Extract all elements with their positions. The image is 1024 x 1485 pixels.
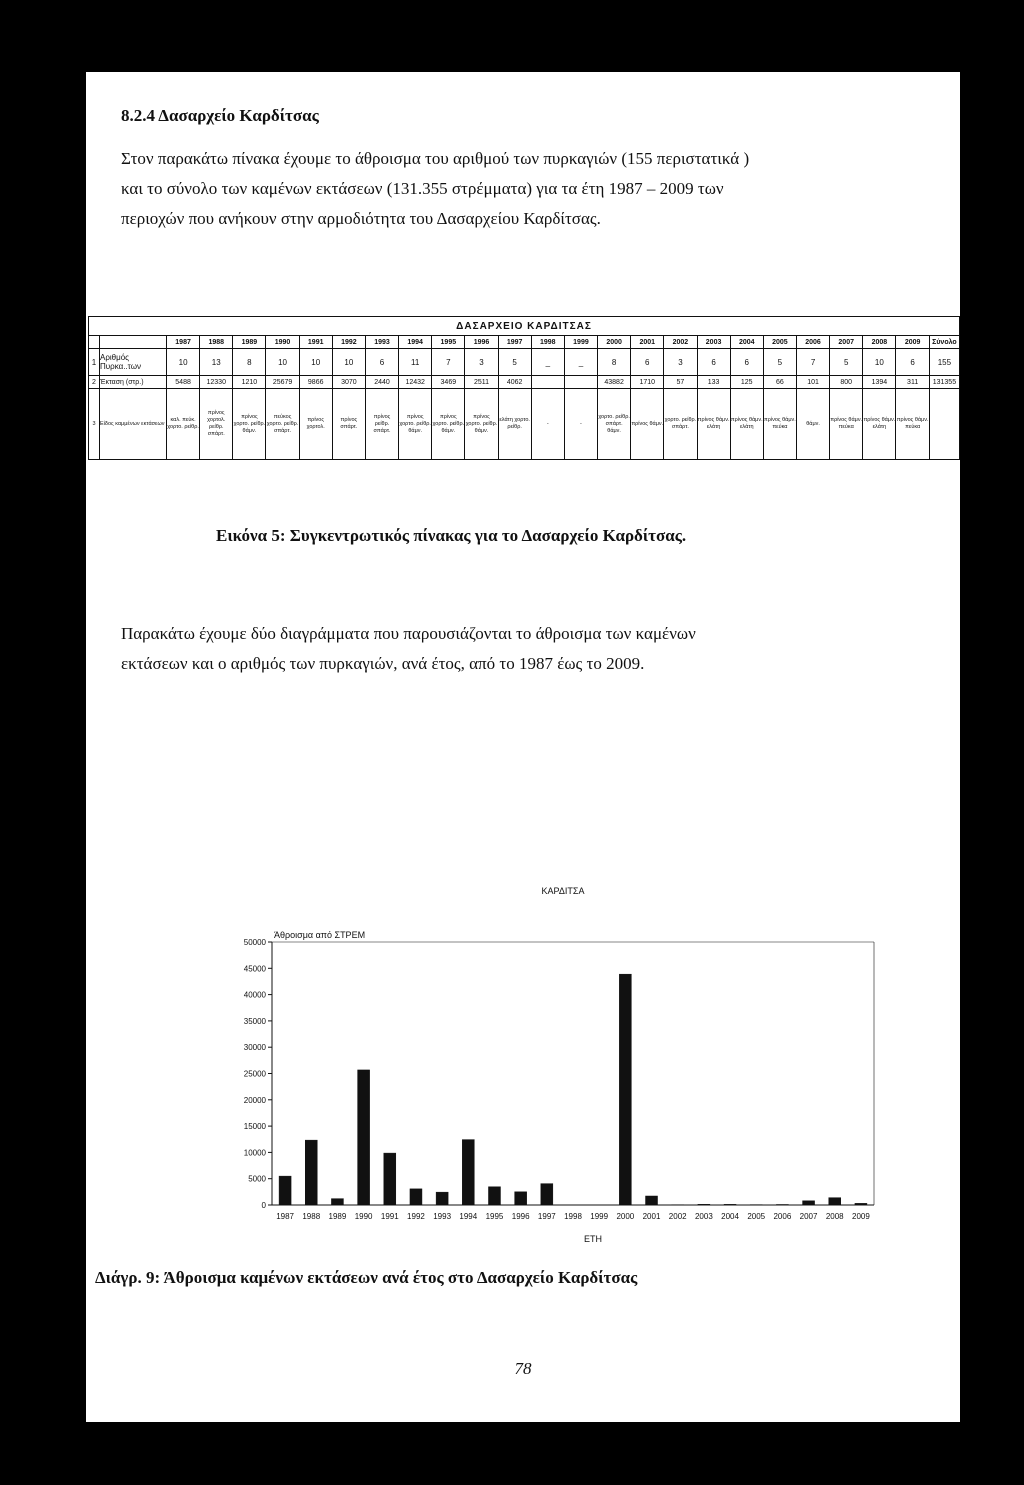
- x-tick-label: 2008: [825, 1212, 844, 1221]
- section-heading: 8.2.4 Δασαρχείο Καρδίτσας: [121, 106, 319, 125]
- table-cell: 311: [896, 376, 929, 389]
- table-cell: πρίνος χορτολ.: [299, 389, 332, 460]
- table-cell: 11: [399, 349, 432, 376]
- year-header: 1999: [564, 336, 597, 349]
- x-tick-label: 2005: [747, 1212, 766, 1221]
- bar-2009: [855, 1203, 867, 1205]
- bar-2005: [750, 1205, 762, 1206]
- bar-2000: [619, 974, 631, 1205]
- bar-1989: [331, 1199, 343, 1205]
- figure-caption: Εικόνα 5: Συγκεντρωτικός πίνακας για το Δασαρχείο Καρδίτσας.: [216, 526, 687, 545]
- row-label: Είδος καμμένων εκτάσεων: [100, 389, 167, 460]
- row-label: Έκταση (στρ.): [100, 376, 167, 389]
- table-cell: πρίνος σπάρτ.: [332, 389, 365, 460]
- table-cell: πεύκος χορτο. ρείθρ. σπάρτ.: [266, 389, 299, 460]
- bar-chart: [146, 802, 886, 1252]
- table-cell: _: [531, 349, 564, 376]
- bar-1997: [541, 1184, 553, 1205]
- total-cell: 131355: [929, 376, 959, 389]
- x-axis-label: ΕΤΗ: [584, 1234, 602, 1244]
- x-tick-label: 1995: [485, 1212, 504, 1221]
- x-tick-label: 2004: [721, 1212, 739, 1221]
- year-header: 2000: [598, 336, 631, 349]
- table-cell: 66: [763, 376, 796, 389]
- table-cell: 10: [299, 349, 332, 376]
- table-cell: καλ. πεύκ. χορτο. ρείθρ.: [167, 389, 200, 460]
- x-tick-label: 1994: [459, 1212, 478, 1221]
- bar-1993: [436, 1192, 448, 1205]
- year-header: 1995: [432, 336, 465, 349]
- x-tick-label: 1999: [590, 1212, 609, 1221]
- x-tick-label: 1997: [537, 1212, 556, 1221]
- row-number: 3: [89, 389, 100, 460]
- table-cell: χορτο. ρείθρ. σπάρτ. θάμν.: [598, 389, 631, 460]
- table-cell: 57: [664, 376, 697, 389]
- chart-legend: Άθροισμα από ΣΤΡΕΜ: [274, 930, 366, 940]
- x-tick-label: 1992: [407, 1212, 425, 1221]
- bar-1987: [279, 1176, 291, 1205]
- year-header: 2007: [830, 336, 863, 349]
- bar-2007: [803, 1201, 815, 1205]
- table-cell: 6: [697, 349, 730, 376]
- intro-line: Στον παρακάτω πίνακα έχουμε το άθροισμα του αριθμού των πυρκαγιών (155 περιστατικά ): [121, 149, 750, 168]
- year-header: 2006: [796, 336, 829, 349]
- table-cell: 2440: [365, 376, 398, 389]
- y-tick-label: 35000: [243, 1016, 266, 1026]
- row-number: 2: [89, 376, 100, 389]
- year-header: 1997: [498, 336, 531, 349]
- bar-1995: [488, 1187, 500, 1205]
- table-cell: 10: [167, 349, 200, 376]
- table-cell: πρίνος θάμν. ελάτη: [730, 389, 763, 460]
- table-cell: 13: [200, 349, 233, 376]
- table-row: [89, 376, 960, 389]
- table-cell: 12330: [200, 376, 233, 389]
- table-cell: 800: [830, 376, 863, 389]
- total-header: Σύνολο: [929, 336, 959, 349]
- x-tick-label: 1991: [380, 1212, 399, 1221]
- y-tick-label: 10000: [243, 1148, 266, 1158]
- x-tick-label: 2007: [799, 1212, 818, 1221]
- table-row: [89, 389, 960, 460]
- intro-line: και το σύνολο των καμένων εκτάσεων (131.355 στρέμματα) για τα έτη 1987 – 2009 των: [121, 179, 724, 198]
- table-cell: 125: [730, 376, 763, 389]
- table-cell: 4062: [498, 376, 531, 389]
- table-cell: 1394: [863, 376, 896, 389]
- table-cell: 6: [730, 349, 763, 376]
- bar-1992: [410, 1189, 422, 1205]
- paragraph-line: Παρακάτω έχουμε δύο διαγράμματα που παρουσιάζονται το άθροισμα των καμένων: [121, 624, 696, 643]
- table-cell: _: [564, 349, 597, 376]
- table-cell: 43882: [598, 376, 631, 389]
- year-header: 1998: [531, 336, 564, 349]
- x-tick-label: 2009: [852, 1212, 870, 1221]
- year-header: 2001: [631, 336, 664, 349]
- summary-table: [88, 316, 960, 484]
- second-paragraph: [121, 619, 925, 679]
- table-cell: 6: [365, 349, 398, 376]
- table-cell: πρίνος θάμν.: [631, 389, 664, 460]
- row-number: 1: [89, 349, 100, 376]
- bar-2002: [672, 1205, 684, 1206]
- paragraph-line: εκτάσεων και ο αριθμός των πυρκαγιών, ανά έτος, από το 1987 έως το 2009.: [121, 654, 645, 673]
- x-tick-label: 2000: [616, 1212, 635, 1221]
- table-cell: 25679: [266, 376, 299, 389]
- table-cell: 3070: [332, 376, 365, 389]
- table-cell: 10: [332, 349, 365, 376]
- table-cell: πρίνος θάμν. πεύκα: [896, 389, 929, 460]
- y-tick-label: 5000: [248, 1174, 266, 1184]
- table-cell: [531, 376, 564, 389]
- table-cell: [564, 376, 597, 389]
- table-cell: πρίνος χορτο. ρείθρ. θάμν.: [465, 389, 498, 460]
- bar-1990: [358, 1070, 370, 1205]
- bar-1988: [305, 1140, 317, 1205]
- year-header: 2005: [763, 336, 796, 349]
- table-cell: 8: [233, 349, 266, 376]
- table-cell: θάμν.: [796, 389, 829, 460]
- table-cell: 12432: [399, 376, 432, 389]
- y-tick-label: 30000: [243, 1043, 266, 1053]
- year-header: 1991: [299, 336, 332, 349]
- chart-caption: Διάγρ. 9: Άθροισμα καμένων εκτάσεων ανά έτος στο Δασαρχείο Καρδίτσας: [95, 1268, 638, 1287]
- year-header: 2002: [664, 336, 697, 349]
- year-header: 2004: [730, 336, 763, 349]
- table-cell: 101: [796, 376, 829, 389]
- y-tick-label: 0: [261, 1201, 266, 1210]
- y-tick-label: 45000: [243, 964, 266, 974]
- table-cell: 3: [465, 349, 498, 376]
- table-cell: χορτο. ρείθρ. σπάρτ.: [664, 389, 697, 460]
- table-row: [89, 349, 960, 376]
- table-cell: πρίνος θάμν. ελάτη: [697, 389, 730, 460]
- table-cell: 5: [763, 349, 796, 376]
- x-tick-label: 1998: [564, 1212, 582, 1221]
- y-tick-label: 40000: [243, 990, 266, 1000]
- x-tick-label: 1990: [354, 1212, 373, 1221]
- total-cell: 155: [929, 349, 959, 376]
- x-tick-label: 1993: [433, 1212, 452, 1221]
- table-cell: 9866: [299, 376, 332, 389]
- table-cell: πρίνος χορτολ. ρείθρ. σπάρτ.: [200, 389, 233, 460]
- bar-2001: [646, 1196, 658, 1205]
- table-cell: 7: [432, 349, 465, 376]
- table-cell: 10: [266, 349, 299, 376]
- y-tick-label: 20000: [243, 1095, 266, 1105]
- table-cell: 5488: [167, 376, 200, 389]
- table-cell: 3469: [432, 376, 465, 389]
- year-header: 1994: [399, 336, 432, 349]
- intro-paragraph: [121, 144, 925, 234]
- bar-2006: [776, 1204, 788, 1205]
- x-tick-label: 1987: [276, 1212, 294, 1221]
- bar-1991: [384, 1153, 396, 1205]
- table-header-row: [89, 336, 960, 349]
- y-tick-label: 25000: [243, 1069, 266, 1079]
- table-cell: πρίνος θάμν. πεύκα: [830, 389, 863, 460]
- total-cell: [929, 389, 959, 460]
- x-tick-label: 2002: [668, 1212, 687, 1221]
- bar-2008: [829, 1198, 841, 1205]
- year-header: 1990: [266, 336, 299, 349]
- year-header: 1987: [167, 336, 200, 349]
- table-cell: 5: [498, 349, 531, 376]
- x-tick-label: 2001: [642, 1212, 661, 1221]
- table-cell: 3: [664, 349, 697, 376]
- table-cell: πρίνος χορτο. ρείθρ. θάμν.: [432, 389, 465, 460]
- year-header: 2003: [697, 336, 730, 349]
- table-cell: ελάτη χορτο. ρείθρ.: [498, 389, 531, 460]
- x-tick-label: 2006: [773, 1212, 792, 1221]
- table-cell: 6: [896, 349, 929, 376]
- table-cell: 7: [796, 349, 829, 376]
- year-header: 1989: [233, 336, 266, 349]
- y-tick-label: 50000: [243, 938, 266, 947]
- table-cell: πρίνος θάμν. ελάτη: [863, 389, 896, 460]
- table-cell: -: [564, 389, 597, 460]
- table-cell: 2511: [465, 376, 498, 389]
- table-cell: πρίνος ρείθρ. σπάρτ.: [365, 389, 398, 460]
- year-header: 2008: [863, 336, 896, 349]
- bar-1994: [462, 1140, 474, 1205]
- table-cell: πρίνος χορτο. ρείθρ. θάμν.: [399, 389, 432, 460]
- intro-line: περιοχών που ανήκουν στην αρμοδιότητα του Δασαρχείου Καρδίτσας.: [121, 209, 601, 228]
- year-header: 1993: [365, 336, 398, 349]
- table-cell: 1210: [233, 376, 266, 389]
- table-title: ΔΑΣΑΡΧΕΙΟ ΚΑΡΔΙΤΣΑΣ: [89, 317, 960, 336]
- y-tick-label: 15000: [243, 1122, 266, 1132]
- table-cell: 133: [697, 376, 730, 389]
- bar-2004: [724, 1204, 736, 1205]
- page-number: 78: [514, 1359, 532, 1378]
- x-tick-label: 2003: [694, 1212, 713, 1221]
- document-page: [86, 72, 960, 1422]
- x-tick-label: 1988: [302, 1212, 321, 1221]
- table-cell: 8: [598, 349, 631, 376]
- bar-1996: [515, 1192, 527, 1205]
- table-cell: πρίνος χορτο. ρείθρ. θάμν.: [233, 389, 266, 460]
- year-header: 1992: [332, 336, 365, 349]
- x-tick-label: 1989: [328, 1212, 347, 1221]
- table-cell: πρίνος θάμν. πεύκα: [763, 389, 796, 460]
- year-header: 1996: [465, 336, 498, 349]
- year-header: 2009: [896, 336, 929, 349]
- chart-title: ΚΑΡΔΙΤΣΑ: [541, 886, 585, 896]
- table-cell: 10: [863, 349, 896, 376]
- table-cell: -: [531, 389, 564, 460]
- row-label: Αριθμός Πυρκα..των: [100, 349, 167, 376]
- year-header: 1988: [200, 336, 233, 349]
- table-cell: 5: [830, 349, 863, 376]
- table-cell: 6: [631, 349, 664, 376]
- x-tick-label: 1996: [511, 1212, 530, 1221]
- bar-2003: [698, 1204, 710, 1205]
- table-cell: 1710: [631, 376, 664, 389]
